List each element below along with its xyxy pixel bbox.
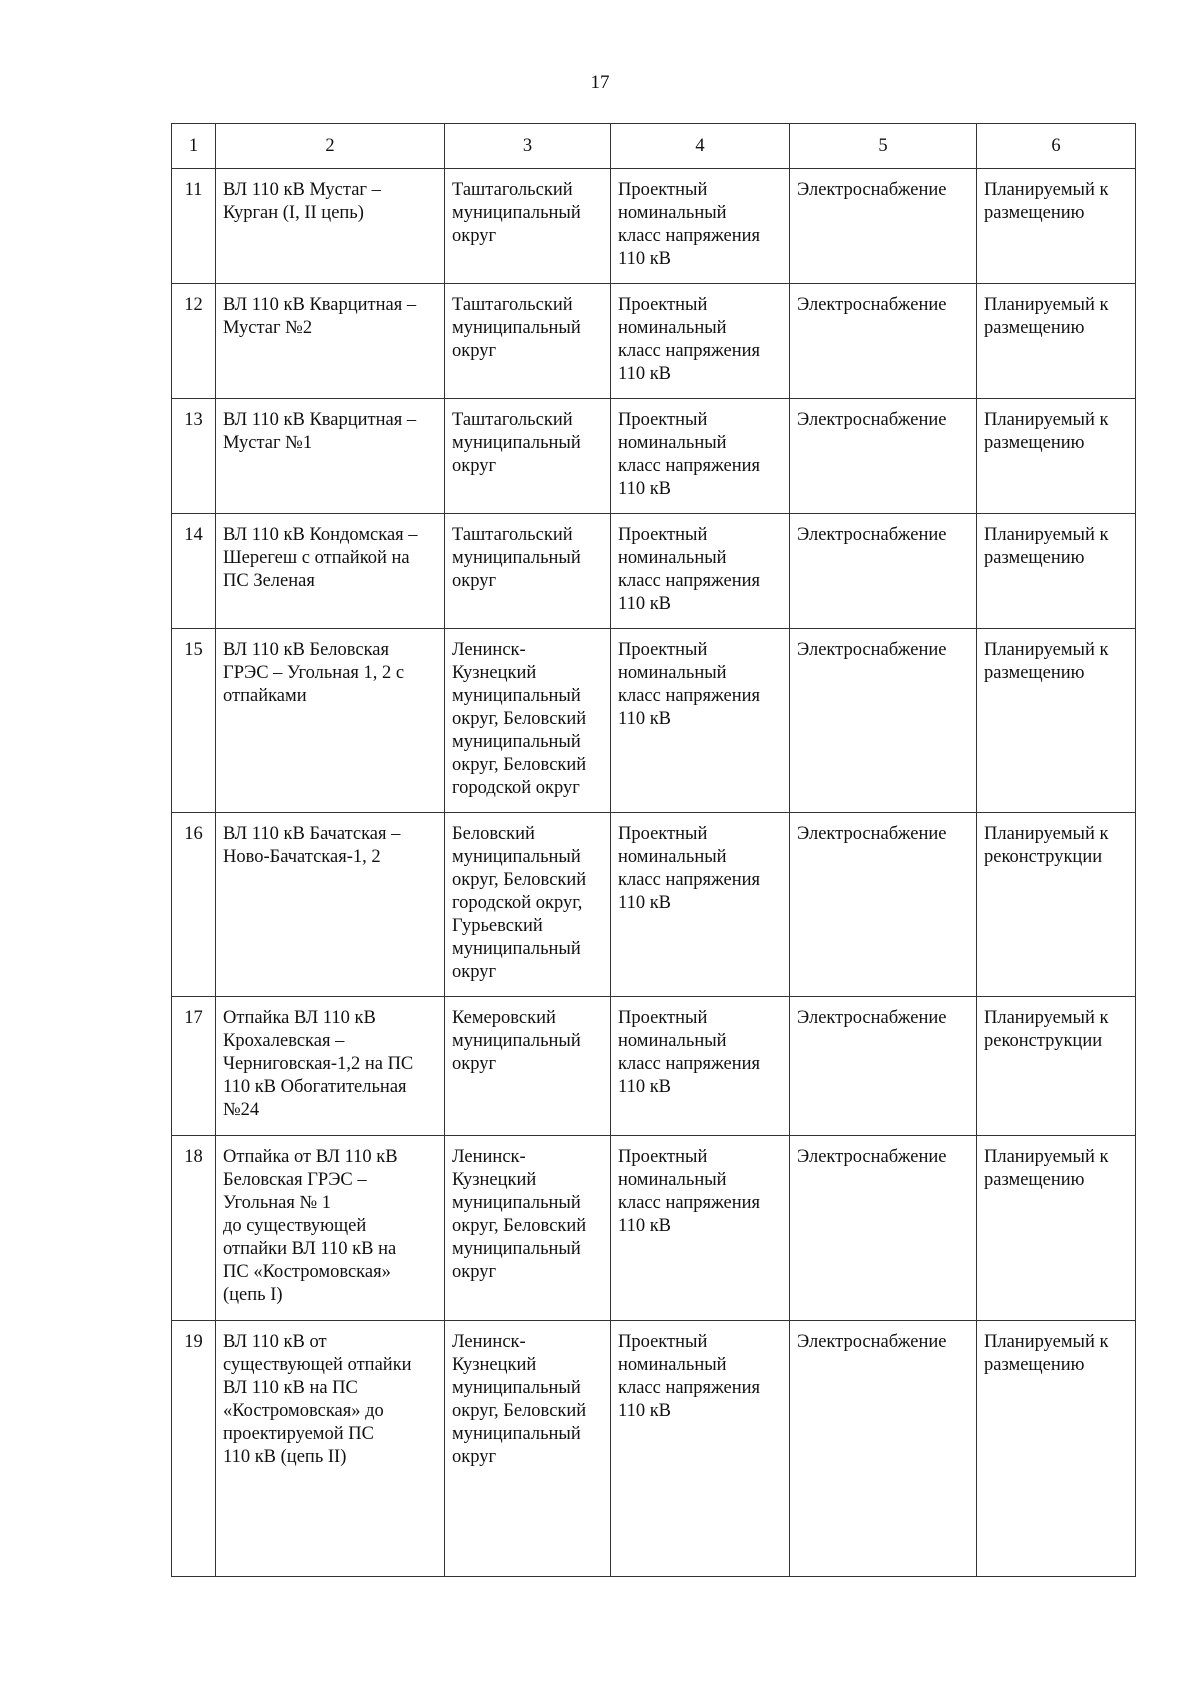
- object-characteristics: Проектный номинальный класс напряжения 110 кВ: [611, 1136, 790, 1321]
- object-purpose: Электроснабжение: [790, 284, 977, 399]
- column-header-3: 3: [445, 124, 611, 169]
- object-purpose: Электроснабжение: [790, 514, 977, 629]
- object-name: ВЛ 110 кВ от существующей отпайки ВЛ 110 кВ на ПС «Костромовская» до проектируемой ПС 110 кВ (цепь II): [216, 1321, 445, 1577]
- object-name: ВЛ 110 кВ Беловская ГРЭС – Угольная 1, 2 с отпайками: [216, 629, 445, 813]
- row-number: 12: [172, 284, 216, 399]
- object-location: Ленинск- Кузнецкий муниципальный округ, Беловский муниципальный округ: [445, 1321, 611, 1577]
- table-row: [172, 284, 1136, 399]
- object-location: Кемеровский муниципальный округ: [445, 997, 611, 1136]
- object-characteristics: Проектный номинальный класс напряжения 110 кВ: [611, 169, 790, 284]
- object-location: Таштагольский муниципальный округ: [445, 514, 611, 629]
- row-number: 17: [172, 997, 216, 1136]
- table-row: [172, 399, 1136, 514]
- object-characteristics: Проектный номинальный класс напряжения 110 кВ: [611, 284, 790, 399]
- table-row: [172, 1136, 1136, 1321]
- object-status: Планируемый к размещению: [977, 514, 1136, 629]
- object-name: Отпайка от ВЛ 110 кВ Беловская ГРЭС – Угольная № 1 до существующей отпайки ВЛ 110 кВ на ПС «Костромовская» (цепь I): [216, 1136, 445, 1321]
- row-number: 18: [172, 1136, 216, 1321]
- object-location: Таштагольский муниципальный округ: [445, 169, 611, 284]
- object-purpose: Электроснабжение: [790, 997, 977, 1136]
- object-name: ВЛ 110 кВ Кварцитная – Мустаг №1: [216, 399, 445, 514]
- data-table: [171, 123, 1136, 1577]
- table-row: [172, 813, 1136, 997]
- table-row: [172, 514, 1136, 629]
- row-number: 14: [172, 514, 216, 629]
- object-status: Планируемый к размещению: [977, 399, 1136, 514]
- object-characteristics: Проектный номинальный класс напряжения 110 кВ: [611, 514, 790, 629]
- object-location: Ленинск- Кузнецкий муниципальный округ, Беловский муниципальный округ, Беловский городской округ: [445, 629, 611, 813]
- object-location: Таштагольский муниципальный округ: [445, 399, 611, 514]
- row-number: 13: [172, 399, 216, 514]
- object-location: Ленинск- Кузнецкий муниципальный округ, Беловский муниципальный округ: [445, 1136, 611, 1321]
- object-name: Отпайка ВЛ 110 кВ Крохалевская – Черниговская-1,2 на ПС 110 кВ Обогатительная №24: [216, 997, 445, 1136]
- object-characteristics: Проектный номинальный класс напряжения 110 кВ: [611, 629, 790, 813]
- table-row: [172, 1321, 1136, 1577]
- row-number: 11: [172, 169, 216, 284]
- object-purpose: Электроснабжение: [790, 169, 977, 284]
- object-status: Планируемый к размещению: [977, 1321, 1136, 1577]
- row-number: 19: [172, 1321, 216, 1577]
- object-characteristics: Проектный номинальный класс напряжения 110 кВ: [611, 997, 790, 1136]
- column-header-4: 4: [611, 124, 790, 169]
- object-name: ВЛ 110 кВ Мустаг – Курган (I, II цепь): [216, 169, 445, 284]
- object-characteristics: Проектный номинальный класс напряжения 110 кВ: [611, 399, 790, 514]
- object-purpose: Электроснабжение: [790, 813, 977, 997]
- object-purpose: Электроснабжение: [790, 399, 977, 514]
- row-number: 16: [172, 813, 216, 997]
- object-location: Таштагольский муниципальный округ: [445, 284, 611, 399]
- table-header-row: [172, 124, 1136, 169]
- object-name: ВЛ 110 кВ Кондомская – Шерегеш с отпайкой на ПС Зеленая: [216, 514, 445, 629]
- object-status: Планируемый к реконструкции: [977, 813, 1136, 997]
- object-characteristics: Проектный номинальный класс напряжения 110 кВ: [611, 813, 790, 997]
- object-name: ВЛ 110 кВ Кварцитная – Мустаг №2: [216, 284, 445, 399]
- column-header-5: 5: [790, 124, 977, 169]
- table-row: [172, 169, 1136, 284]
- object-name: ВЛ 110 кВ Бачатская – Ново-Бачатская-1, 2: [216, 813, 445, 997]
- object-location: Беловский муниципальный округ, Беловский городской округ, Гурьевский муниципальный округ: [445, 813, 611, 997]
- object-purpose: Электроснабжение: [790, 1136, 977, 1321]
- table-row: [172, 997, 1136, 1136]
- object-purpose: Электроснабжение: [790, 629, 977, 813]
- row-number: 15: [172, 629, 216, 813]
- column-header-2: 2: [216, 124, 445, 169]
- table-row: [172, 629, 1136, 813]
- object-status: Планируемый к размещению: [977, 629, 1136, 813]
- page-number: 17: [590, 72, 610, 93]
- object-status: Планируемый к размещению: [977, 1136, 1136, 1321]
- object-status: Планируемый к реконструкции: [977, 997, 1136, 1136]
- object-characteristics: Проектный номинальный класс напряжения 110 кВ: [611, 1321, 790, 1577]
- object-status: Планируемый к размещению: [977, 169, 1136, 284]
- column-header-1: 1: [172, 124, 216, 169]
- object-purpose: Электроснабжение: [790, 1321, 977, 1577]
- object-status: Планируемый к размещению: [977, 284, 1136, 399]
- column-header-6: 6: [977, 124, 1136, 169]
